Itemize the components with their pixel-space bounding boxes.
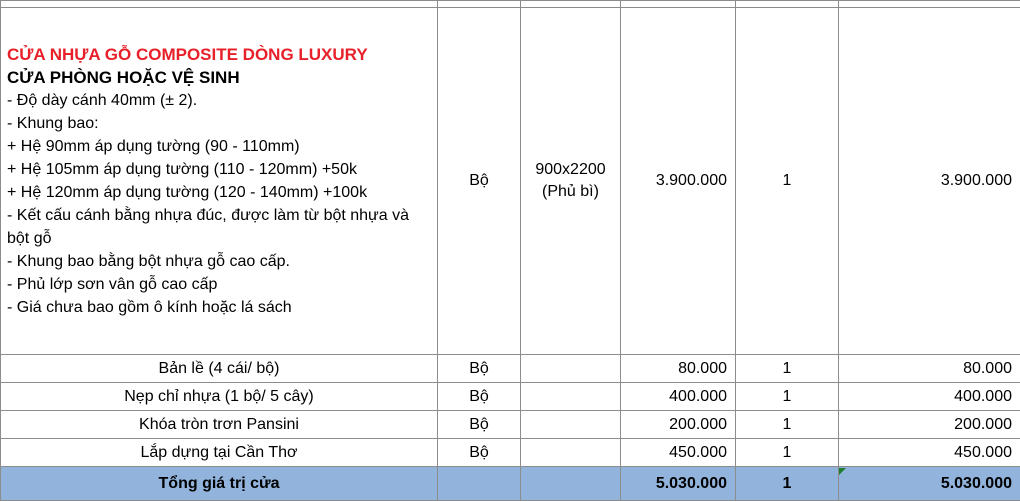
price-cell[interactable]: 450.000 bbox=[621, 439, 736, 467]
qty-cell[interactable]: 1 bbox=[736, 383, 839, 411]
table-row bbox=[1, 383, 1020, 411]
total-unit-cell[interactable] bbox=[438, 467, 521, 501]
unit-cell[interactable]: Bộ bbox=[438, 355, 521, 383]
table-row bbox=[1, 411, 1020, 439]
size-cell[interactable] bbox=[521, 8, 621, 355]
spec-line: - Độ dày cánh 40mm (± 2). bbox=[7, 92, 198, 109]
spec-line: - Phủ lớp sơn vân gỗ cao cấp bbox=[7, 276, 218, 293]
amount-cell[interactable]: 3.900.000 bbox=[839, 8, 1020, 355]
qty-cell[interactable]: 1 bbox=[736, 411, 839, 439]
qty-cell[interactable]: 1 bbox=[736, 439, 839, 467]
table-row bbox=[1, 355, 1020, 383]
spec-line: + Hệ 90mm áp dụng tường (90 - 110mm) bbox=[7, 138, 300, 155]
price-cell[interactable]: 200.000 bbox=[621, 411, 736, 439]
unit-cell[interactable]: Bộ bbox=[438, 439, 521, 467]
product-title: CỬA NHỰA GỖ COMPOSITE DÒNG LUXURY bbox=[7, 45, 368, 64]
unit-cell[interactable]: Bộ bbox=[438, 383, 521, 411]
price-cell[interactable]: 3.900.000 bbox=[621, 8, 736, 355]
total-qty-cell[interactable]: 1 bbox=[736, 467, 839, 501]
size-cell[interactable] bbox=[521, 439, 621, 467]
qty-cell[interactable]: 1 bbox=[736, 355, 839, 383]
size-cell[interactable] bbox=[521, 383, 621, 411]
item-name-cell[interactable]: Lắp dựng tại Cần Thơ bbox=[1, 439, 438, 467]
size-cell[interactable] bbox=[521, 411, 621, 439]
spec-line: - Kết cấu cánh bằng nhựa đúc, được làm từ bột nhựa và bột gỗ bbox=[7, 207, 410, 247]
product-description-cell[interactable] bbox=[1, 8, 438, 355]
total-size-cell[interactable] bbox=[521, 467, 621, 501]
spec-line: - Khung bao bằng bột nhựa gỗ cao cấp. bbox=[7, 253, 290, 270]
spec-line: + Hệ 120mm áp dụng tường (120 - 140mm) +100k bbox=[7, 184, 368, 201]
item-name-cell[interactable]: Khóa tròn trơn Pansini bbox=[1, 411, 438, 439]
price-cell[interactable]: 80.000 bbox=[621, 355, 736, 383]
size-note: (Phủ bì) bbox=[542, 183, 599, 200]
total-row bbox=[1, 467, 1020, 501]
cell-comment-indicator bbox=[839, 468, 846, 475]
price-cell[interactable]: 400.000 bbox=[621, 383, 736, 411]
cut-off-row bbox=[1, 1, 1020, 8]
spec-line: + Hệ 105mm áp dụng tường (110 - 120mm) +50k bbox=[7, 161, 357, 178]
amount-cell[interactable]: 80.000 bbox=[839, 355, 1020, 383]
size-cell[interactable] bbox=[521, 355, 621, 383]
total-label-cell[interactable]: Tổng giá trị cửa bbox=[1, 467, 438, 501]
size-value: 900x2200 bbox=[535, 161, 606, 178]
spec-line: - Khung bao: bbox=[7, 115, 99, 132]
item-name-cell[interactable]: Bản lề (4 cái/ bộ) bbox=[1, 355, 438, 383]
qty-cell[interactable]: 1 bbox=[736, 8, 839, 355]
unit-cell[interactable]: Bộ bbox=[438, 8, 521, 355]
product-subtitle: CỬA PHÒNG HOẶC VỆ SINH bbox=[7, 68, 240, 87]
table-row-main-product bbox=[1, 8, 1020, 355]
amount-cell[interactable]: 400.000 bbox=[839, 383, 1020, 411]
total-amount-cell[interactable]: 5.030.000 bbox=[839, 467, 1020, 501]
amount-cell[interactable]: 200.000 bbox=[839, 411, 1020, 439]
total-price-cell[interactable]: 5.030.000 bbox=[621, 467, 736, 501]
amount-cell[interactable]: 450.000 bbox=[839, 439, 1020, 467]
table-row bbox=[1, 439, 1020, 467]
spec-line: - Giá chưa bao gồm ô kính hoặc lá sách bbox=[7, 299, 292, 316]
item-name-cell[interactable]: Nẹp chỉ nhựa (1 bộ/ 5 cây) bbox=[1, 383, 438, 411]
unit-cell[interactable]: Bộ bbox=[438, 411, 521, 439]
